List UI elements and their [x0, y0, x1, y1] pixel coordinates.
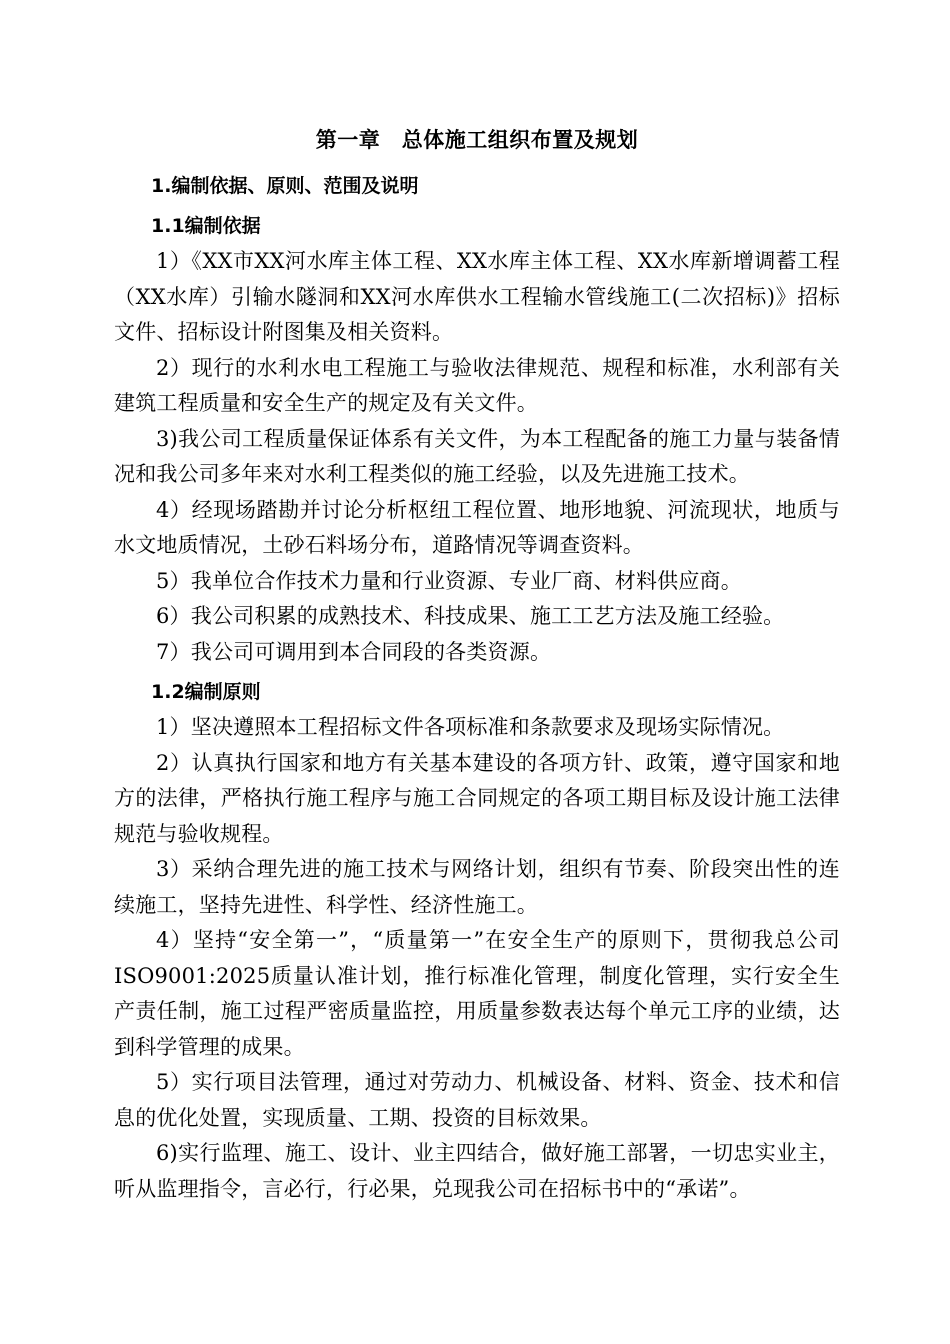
section-heading-1-2: 1.2编制原则 [151, 681, 261, 703]
basis-item-1: 1）《XX市XX河水库主体工程、XX水库主体工程、XX水库新增调蓄工程（XX水库）引输水隧洞和XX河水库供水工程输水管线施工(二次招标)》招标文件、招标设计附图集及相关资料。 [114, 249, 840, 344]
basis-item-2: 2）现行的水利水电工程施工与验收法律规范、规程和标准，水利部有关建筑工程质量和安全生产的规定及有关文件。 [114, 355, 840, 415]
principle-item-2: 2）认真执行国家和地方有关基本建设的各项方针、政策，遵守国家和地方的法律，严格执行施工程序与施工合同规定的各项工期目标及设计施工法律规范与验收规程。 [114, 750, 840, 846]
document-body [114, 118, 840, 1207]
principle-item-5: 5）实行项目法管理，通过对劳动力、机械设备、材料、资金、技术和信息的优化处置，实现质量、工期、投资的目标效果。 [114, 1070, 840, 1130]
section-heading-1: 1.编制依据、原则、范围及说明 [151, 175, 419, 197]
chapter-title: 第一章 总体施工组织布置及规划 [315, 128, 639, 152]
principle-item-1: 1）坚决遵照本工程招标文件各项标准和条款要求及现场实际情况。 [156, 715, 785, 739]
principle-item-3: 3）采纳合理先进的施工技术与网络计划，组织有节奏、阶段突出性的连续施工，坚持先进性、科学性、经济性施工。 [114, 857, 840, 917]
principle-item-6: 6)实行监理、施工、设计、业主四结合，做好施工部署，一切忠实业主，听从监理指令，言必行，行必果，兑现我公司在招标书中的“承诺”。 [114, 1141, 840, 1201]
principle-item-4: 4）坚持“安全第一”，“质量第一”在安全生产的原则下，贯彻我总公司ISO9001:2025质量认准计划，推行标准化管理，制度化管理，实行安全生产责任制，施工过程严密质量监控，用质量参数表达每个单元工序的业绩，达到科学管理的成果。 [114, 928, 840, 1059]
basis-item-6: 6）我公司积累的成熟技术、科技成果、施工工艺方法及施工经验。 [156, 604, 785, 628]
basis-item-4: 4）经现场踏勘并讨论分析枢纽工程位置、地形地貌、河流现状，地质与水文地质情况，土砂石料场分布，道路情况等调查资料。 [114, 497, 840, 557]
basis-item-7: 7）我公司可调用到本合同段的各类资源。 [156, 639, 552, 664]
basis-item-5: 5）我单位合作技术力量和行业资源、专业厂商、材料供应商。 [156, 568, 742, 593]
section-heading-1-1: 1.1编制依据 [151, 215, 261, 237]
basis-item-3: 3)我公司工程质量保证体系有关文件，为本工程配备的施工力量与装备情况和我公司多年来对水利工程类似的施工经验，以及先进施工技术。 [114, 426, 840, 486]
